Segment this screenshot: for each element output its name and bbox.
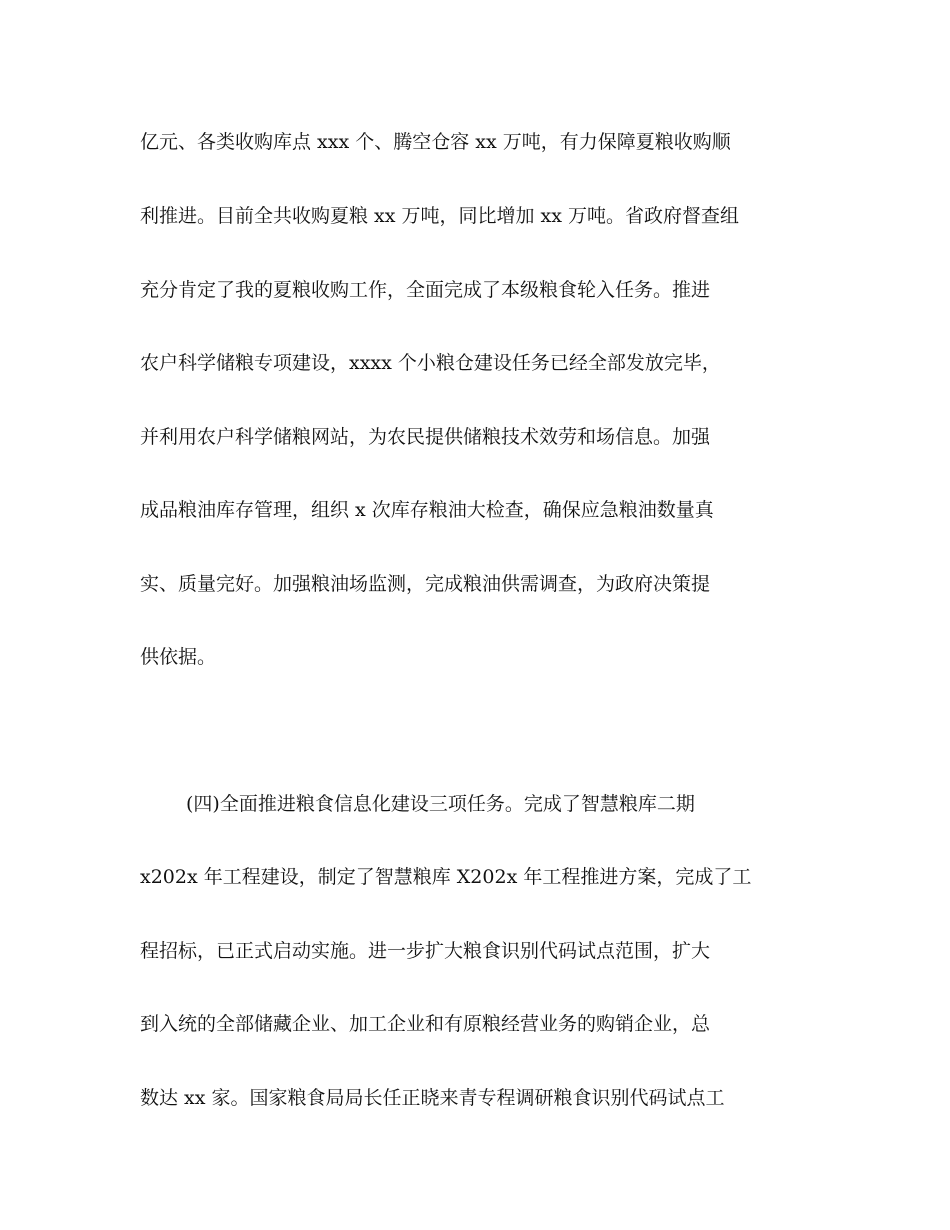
paragraph-1-line-4: 农户科学储粮专项建设，xxxx 个小粮仓建设任务已经全部发放完毕， <box>140 352 721 374</box>
paragraph-1-line-2: 利推进。目前全共收购夏粮 xx 万吨，同比增加 xx 万吨。省政府督查组 <box>140 205 740 227</box>
paragraph-1-line-1: 亿元、各类收购库点 xxx 个、腾空仓容 xx 万吨，有力保障夏粮收购顺 <box>140 131 731 153</box>
paragraph-2-line-3: 程招标，已正式启动实施。进一步扩大粮食识别代码试点范围，扩大 <box>140 940 711 962</box>
paragraph-1-line-7: 实、质量完好。加强粮油场监测，完成粮油供需调查，为政府决策提 <box>140 573 711 595</box>
paragraph-2-line-2: x202x 年工程建设，制定了智慧粮库 X202x 年工程推进方案，完成了工 <box>140 866 752 888</box>
paragraph-1-line-6: 成品粮油库存管理，组织 x 次库存粮油大检查，确保应急粮油数量真 <box>140 499 714 521</box>
paragraph-1-line-3: 充分肯定了我的夏粮收购工作，全面完成了本级粮食轮入任务。推进 <box>140 279 711 301</box>
paragraph-2-line-4: 到入统的全部储藏企业、加工企业和有原粮经营业务的购销企业，总 <box>140 1013 711 1035</box>
paragraph-2-line-1: (四)全面推进粮食信息化建设三项任务。完成了智慧粮库二期 <box>186 793 695 815</box>
paragraph-1-line-5: 并利用农户科学储粮网站，为农民提供储粮技术效劳和场信息。加强 <box>140 426 711 448</box>
paragraph-2-line-5: 数达 xx 家。国家粮食局局长任正晓来青专程调研粮食识别代码试点工 <box>140 1087 725 1109</box>
paragraph-1-line-8: 供依据。 <box>140 646 217 668</box>
